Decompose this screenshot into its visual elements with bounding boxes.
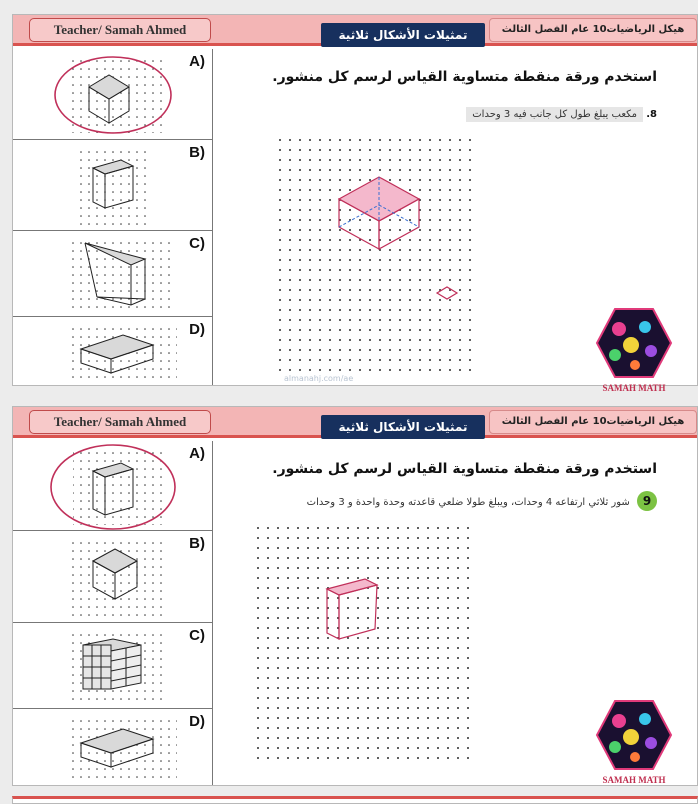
topic-banner: تمثيلات الأشكال ثلاثية الأبعاد (321, 23, 485, 47)
option-c-figure (13, 231, 213, 317)
instruction-text: استخدم ورقة منقطة متساوية القياس لرسم كل منشور. (272, 69, 657, 85)
student-prism-drawing (253, 523, 469, 763)
logo-text: SAMAH MATH (602, 383, 666, 393)
option-d[interactable] (13, 317, 213, 387)
option-a-label: A) (189, 53, 205, 70)
option-b-label: B) (189, 535, 205, 552)
isometric-dot-paper[interactable] (275, 135, 473, 371)
option-d-label: D) (189, 713, 205, 730)
option-c[interactable] (13, 623, 213, 709)
option-a[interactable] (13, 441, 213, 531)
question-number: 8. (646, 109, 657, 120)
option-b-figure (13, 531, 213, 623)
worksheet-card-2 (12, 406, 698, 786)
question-number-badge: 9 (637, 491, 657, 511)
option-a-figure (13, 441, 213, 531)
options-column (13, 441, 213, 785)
question-line (466, 109, 657, 120)
option-b-figure (13, 140, 213, 231)
option-b[interactable] (13, 531, 213, 623)
samah-math-logo (595, 697, 673, 785)
option-a[interactable] (13, 49, 213, 140)
question-line (307, 491, 657, 511)
butterfly-hexagon-icon (595, 305, 673, 379)
student-cube-drawing (275, 135, 473, 371)
option-c-label: C) (189, 627, 205, 644)
option-d-figure (13, 709, 213, 787)
course-label: هيكل الرياضيات10 عام الفصل الثالث (489, 410, 697, 434)
worksheet-card-1 (12, 14, 698, 393)
option-c-figure (13, 623, 213, 709)
option-b[interactable] (13, 140, 213, 231)
option-a-figure (13, 49, 213, 140)
instruction-text: استخدم ورقة منقطة متساوية القياس لرسم كل منشور. (272, 461, 657, 477)
isometric-dot-paper[interactable] (253, 523, 469, 763)
option-d-figure (13, 317, 213, 387)
option-c[interactable] (13, 231, 213, 317)
worksheet-card-3-partial (12, 796, 698, 804)
topic-banner: تمثيلات الأشكال ثلاثية الأبعاد (321, 415, 485, 439)
butterfly-hexagon-icon (595, 697, 673, 771)
teacher-label: Teacher/ Samah Ahmed (29, 18, 211, 42)
option-d-label: D) (189, 321, 205, 338)
option-a-label: A) (189, 445, 205, 462)
watermark: almanahj.com/ae (284, 374, 354, 383)
options-column (13, 49, 213, 385)
teacher-label: Teacher/ Samah Ahmed (29, 410, 211, 434)
samah-math-logo (595, 305, 673, 393)
option-c-label: C) (189, 235, 205, 252)
option-b-label: B) (189, 144, 205, 161)
question-text: شور ثلاثي ارتفاعه 4 وحدات، ويبلغ طولا ضلعي قاعدته وحدة واحدة و 3 وحدات (306, 497, 630, 508)
option-d[interactable] (13, 709, 213, 787)
question-text: مكعب يبلغ طول كل جانب فيه 3 وحدات (466, 107, 643, 122)
logo-text: SAMAH MATH (602, 775, 666, 785)
course-label: هيكل الرياضيات10 عام الفصل الثالث (489, 18, 697, 42)
